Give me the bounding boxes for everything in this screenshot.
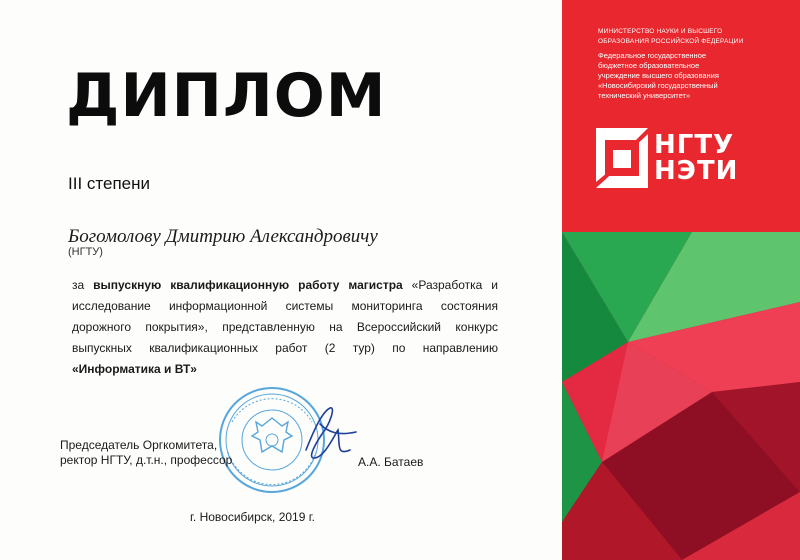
- ministry-line: МИНИСТЕРСТВО НАУКИ И ВЫСШЕГО: [598, 28, 723, 35]
- logo-text-line: НГТУ: [654, 130, 735, 160]
- handwritten-signature-icon: [306, 408, 356, 458]
- signer-title-line: Председатель Оргкомитета,: [60, 438, 218, 452]
- logo-text-line: НЭТИ: [654, 156, 739, 186]
- recipient-name: Богомолову Дмитрию Александровичу: [68, 226, 378, 247]
- place-and-date: г. Новосибирск, 2019 г.: [190, 510, 315, 524]
- university-name: [598, 51, 788, 101]
- signer-name: А.А. Батаев: [358, 455, 424, 469]
- university-line: учреждение высшего образования: [598, 71, 719, 80]
- award-description: [72, 275, 498, 380]
- award-text-bold: выпускную квалификационную работу магистра: [93, 278, 403, 292]
- official-seal-icon: [210, 372, 360, 502]
- award-text-bold: «Информатика и ВТ»: [72, 362, 197, 376]
- logo-text: [654, 132, 738, 184]
- signer-title-line: ректор НГТУ, д.т.н., профессор: [60, 453, 233, 467]
- ministry-line: ОБРАЗОВАНИЯ РОССИЙСКОЙ ФЕДЕРАЦИИ: [598, 38, 744, 45]
- ministry-name: [598, 27, 788, 47]
- diploma-degree: III степени: [68, 174, 150, 193]
- diploma-title: ДИПЛОМ: [66, 61, 387, 131]
- university-line: «Новосибирский государственный: [598, 81, 718, 90]
- recipient-organization: (НГТУ): [68, 246, 103, 258]
- ngtu-neti-logo-icon: [596, 128, 648, 188]
- decorative-shards-icon: [562, 232, 800, 560]
- university-sidebar: [562, 0, 800, 560]
- university-line: технический университет»: [598, 91, 691, 100]
- award-text-part: «Разработка и исследование информационной системы мониторинга состояния дорожного покрытия», представленную на Всероссийский конкурс выпускных квалификационных работ (2 тур) по направлению: [72, 278, 498, 355]
- university-line: бюджетное образовательное: [598, 61, 700, 70]
- award-text-part: за: [72, 278, 94, 292]
- signer-title: [60, 438, 232, 468]
- university-info: [598, 27, 788, 101]
- university-line: Федеральное государственное: [598, 51, 707, 60]
- seal-stamp: [220, 388, 324, 492]
